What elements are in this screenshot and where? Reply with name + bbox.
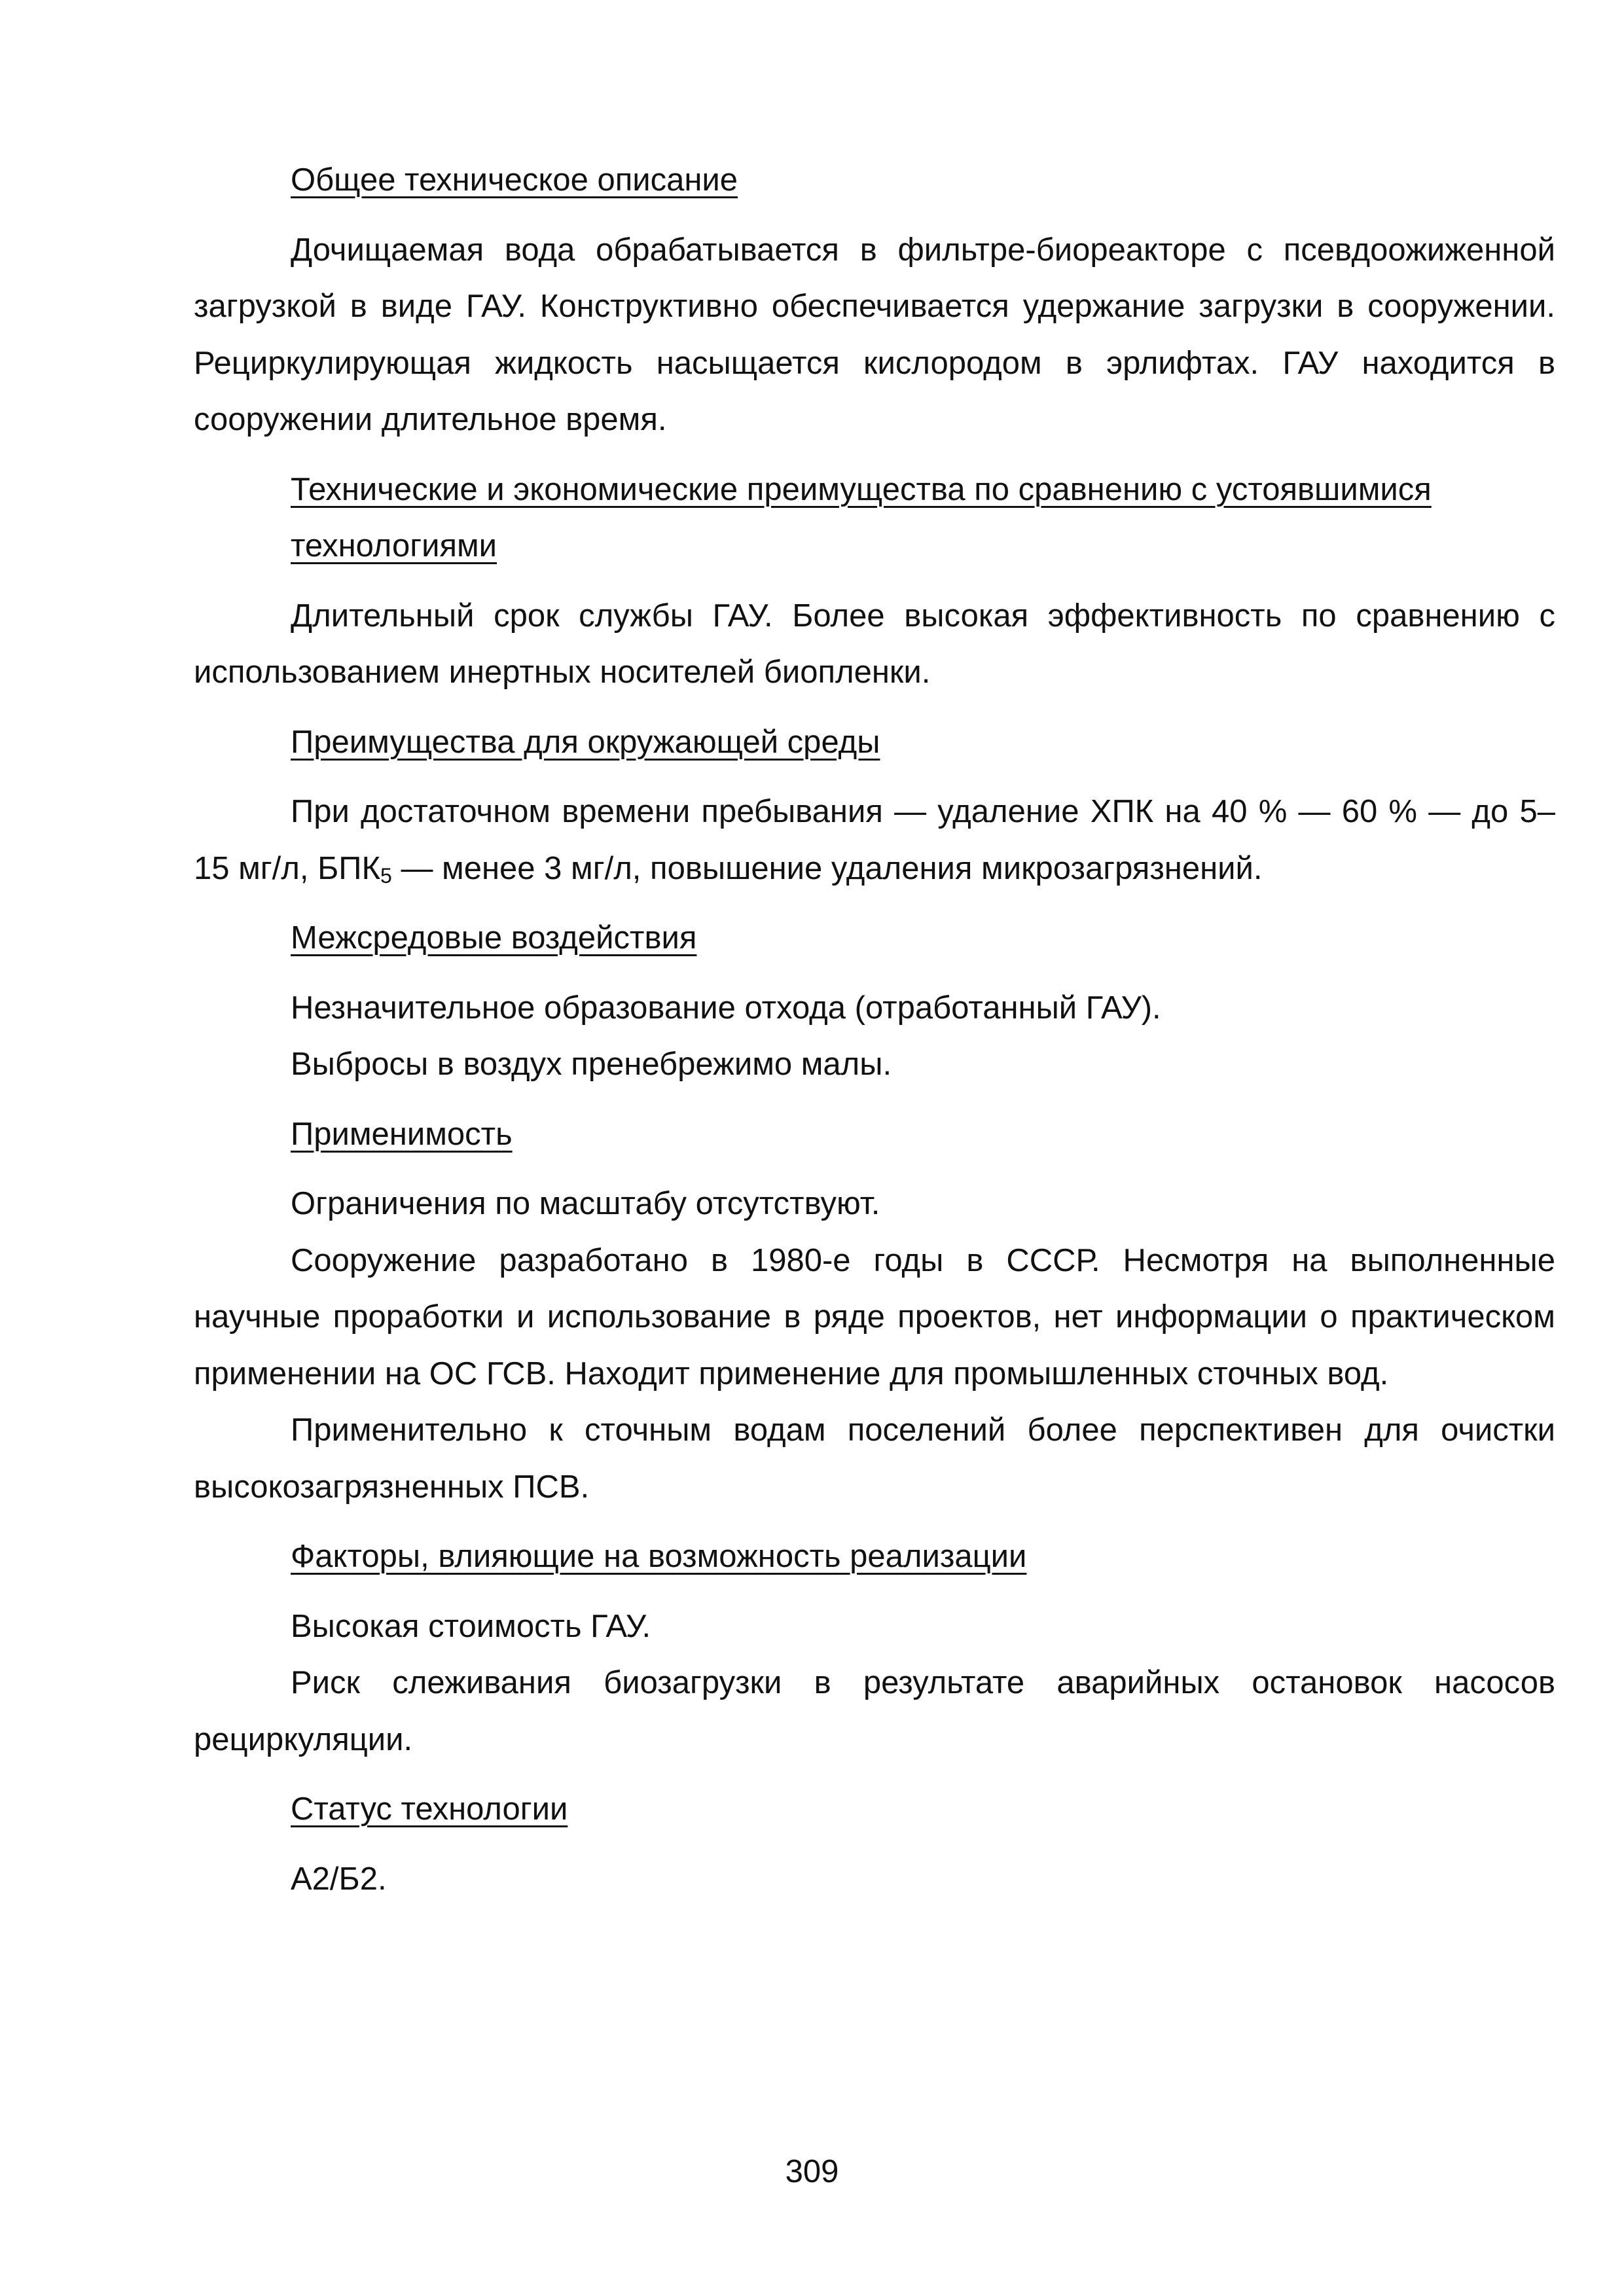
paragraph-cross-media-waste: Незначительное образование отхода (отработанный ГАУ). xyxy=(291,990,1161,1026)
heading-general-description: Общее техническое описание xyxy=(291,162,738,198)
paragraph-technology-status: А2/Б2. xyxy=(291,1861,387,1897)
heading-technology-status: Статус технологии xyxy=(291,1791,568,1827)
page-number: 309 xyxy=(785,2154,839,2189)
paragraph-cross-media-emissions: Выбросы в воздух пренебрежимо малы. xyxy=(291,1047,892,1082)
paragraph-factors-cost: Высокая стоимость ГАУ. xyxy=(291,1608,651,1644)
document-body xyxy=(194,152,1555,1920)
paragraph-factors-risk: Риск слеживания биозагрузки в результате аварийных остановок насосов рециркуляции. xyxy=(194,1665,1555,1757)
heading-environmental-benefits: Преимущества для окружающей среды xyxy=(291,724,880,760)
bod-subscript: 5 xyxy=(380,863,392,888)
paragraph-environmental-benefits xyxy=(194,783,1555,897)
heading-technical-economic-advantages: Технические и экономические преимущества по сравнению с устоявшимися технологиями xyxy=(291,471,1432,564)
paragraph-applicability-scale: Ограничения по масштабу отсутствуют. xyxy=(291,1186,880,1221)
paragraph-technical-economic-advantages: Длительный срок службы ГАУ. Более высокая эффективность по сравнению с использованием инертных носителей биопленки. xyxy=(194,598,1555,690)
heading-implementation-factors: Факторы, влияющие на возможность реализации xyxy=(291,1539,1027,1574)
paragraph-applicability-history: Сооружение разработано в 1980-е годы в СССР. Несмотря на выполненные научные проработки и использование в ряде проектов, нет информации о практическом применении на ОС ГСВ. Находит применение для промышленных сточных вод. xyxy=(194,1242,1555,1391)
heading-cross-media-effects: Межсредовые воздействия xyxy=(291,920,697,956)
heading-applicability: Применимость xyxy=(291,1116,513,1152)
environmental-text-part2: — менее 3 мг/л, повышение удаления микрозагрязнений. xyxy=(391,850,1263,886)
paragraph-applicability-settlements: Применительно к сточным водам поселений более перспективен для очистки высокозагрязненных ПСВ. xyxy=(194,1412,1555,1505)
environmental-text-part1: При достаточном времени пребывания — удаление ХПК на 40 % — 60 % — до 5–15 мг/л, БПК xyxy=(194,794,1555,886)
paragraph-general-description: Дочищаемая вода обрабатывается в фильтре-биореакторе с псевдоожиженной загрузкой в виде ГАУ. Конструктивно обеспечивается удержание загрузки в сооружении. Рециркулирующая жидкость насыщается кислородом в эрлифтах. ГАУ находится в сооружении длительное время. xyxy=(194,232,1555,437)
